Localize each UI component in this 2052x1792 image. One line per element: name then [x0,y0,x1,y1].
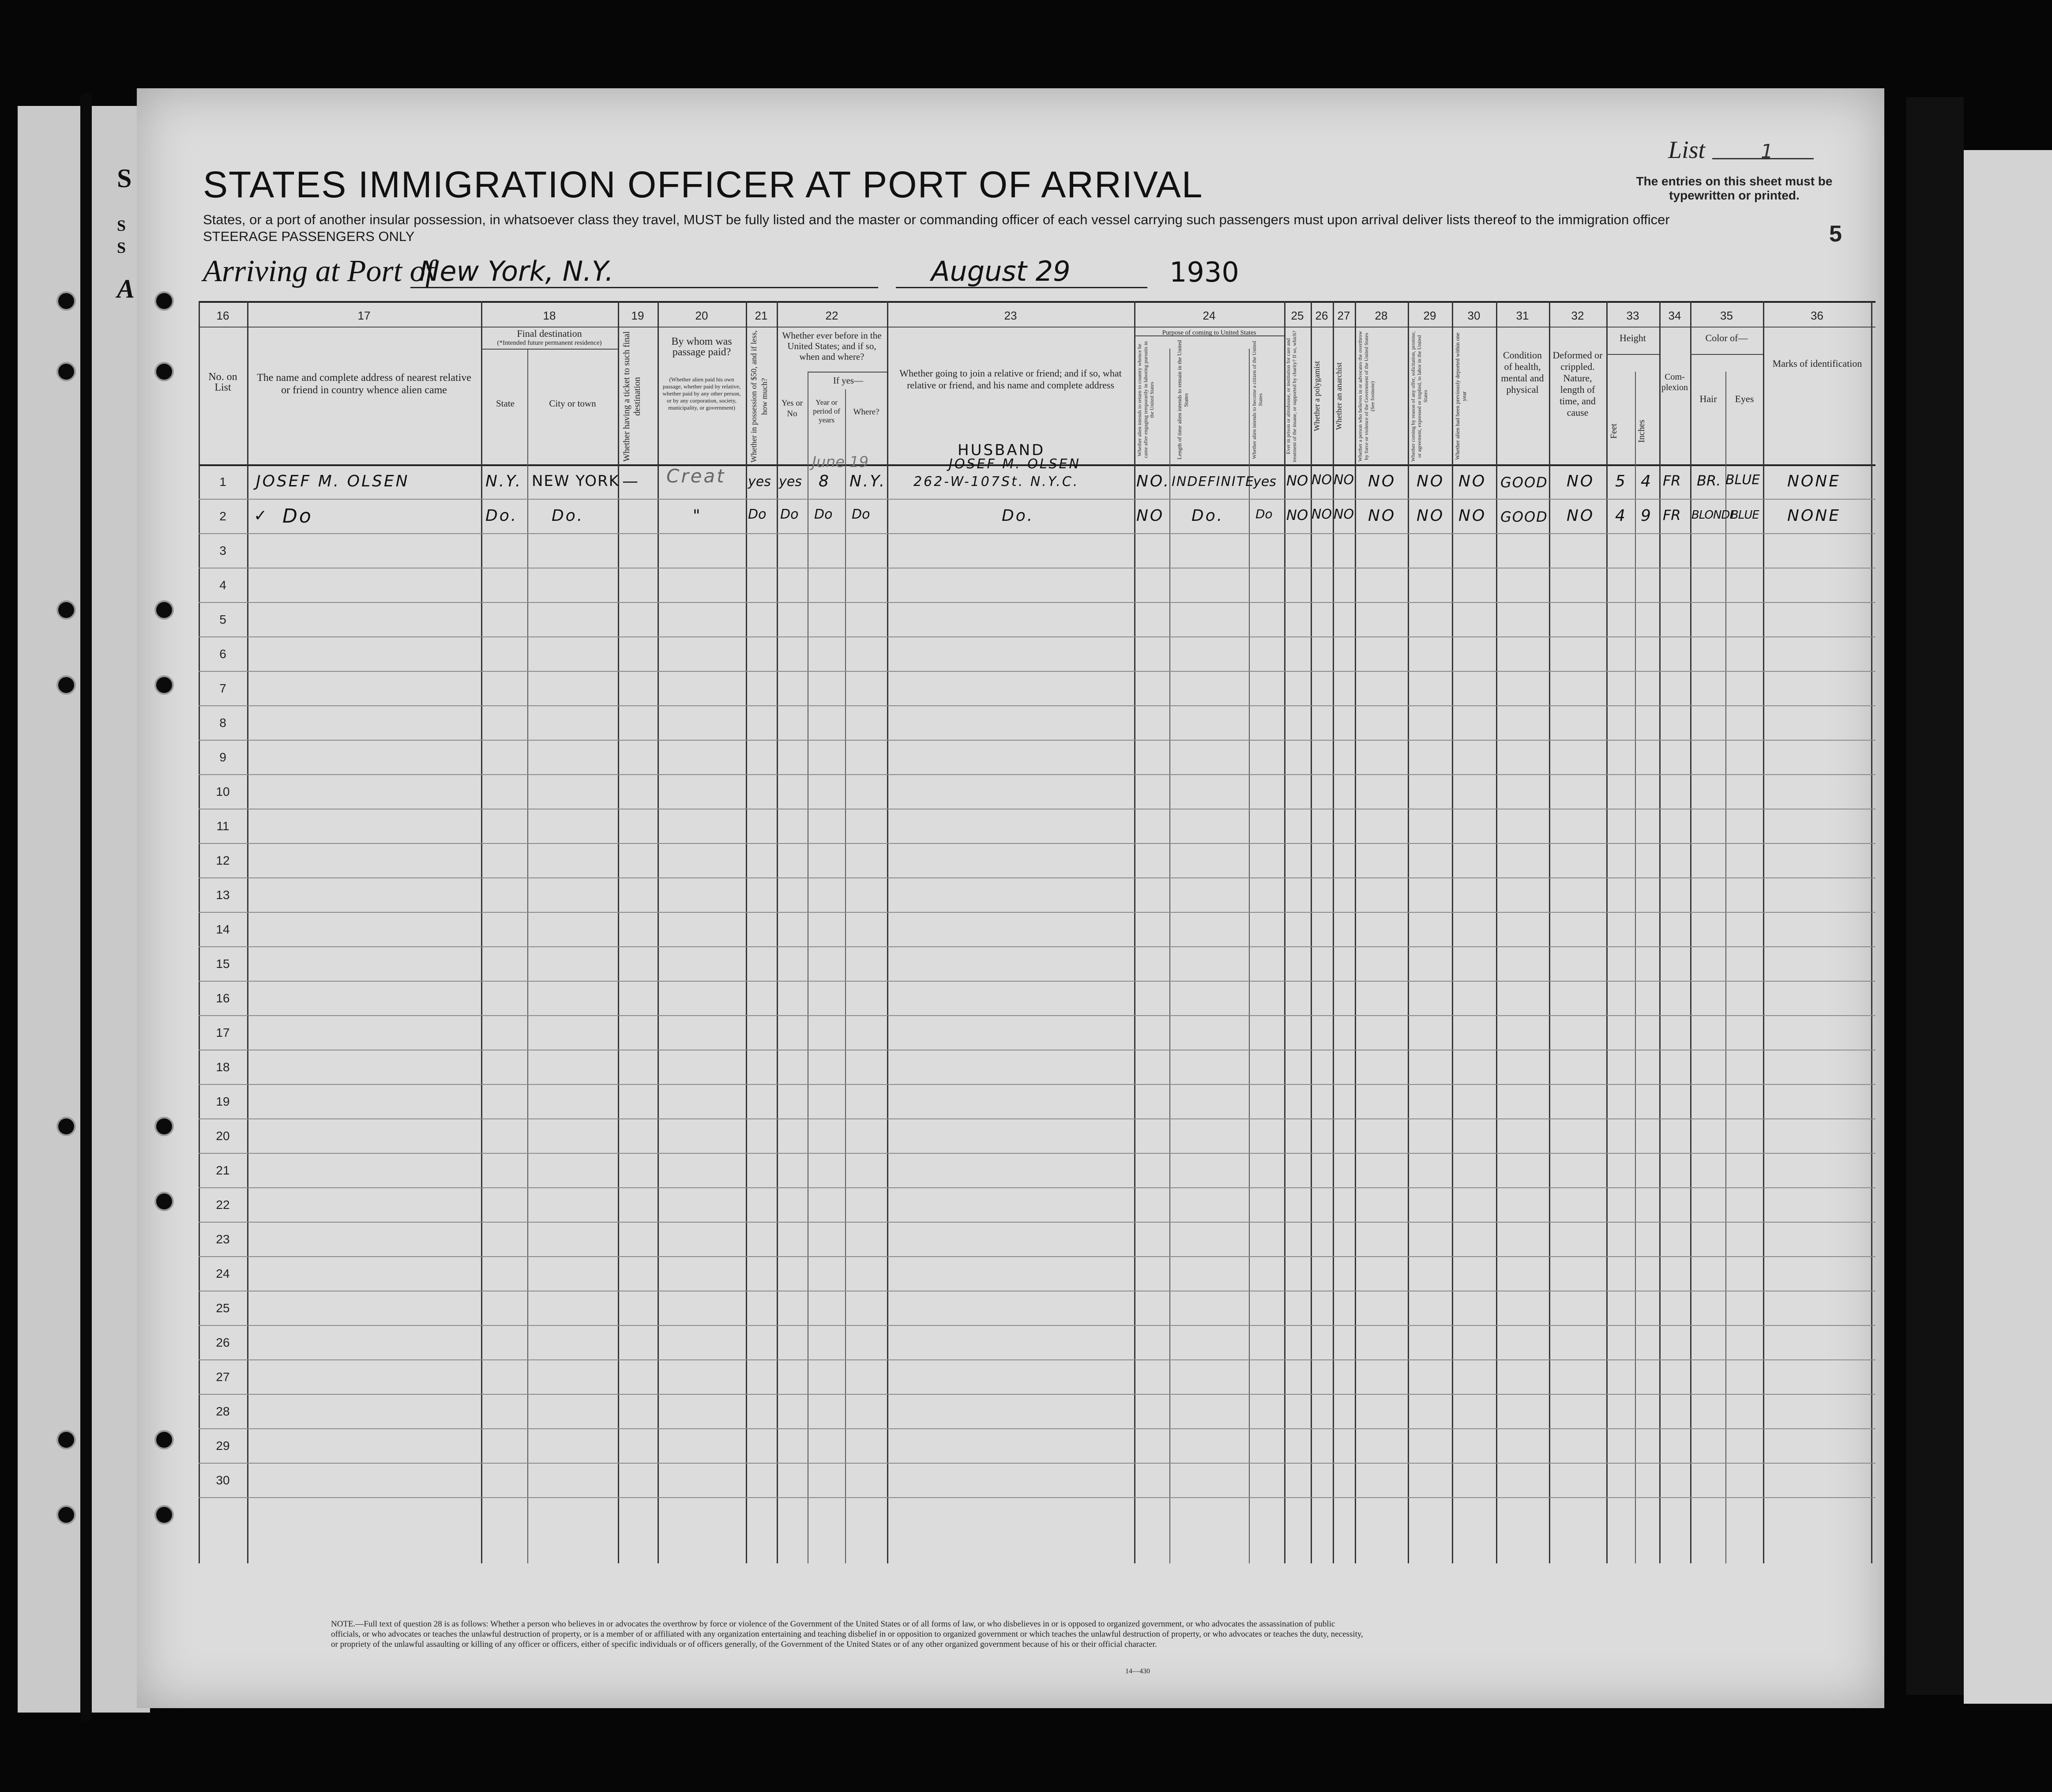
row1-marks: NONE [1787,472,1841,490]
row2-marks: NONE [1787,507,1841,525]
row2-prison: NO [1286,507,1308,523]
hdr-labor-offer: Whether coming by reason of any offer, solicitation, promise, or agreement, expressed or implied, to labor in the United States [1410,331,1428,462]
hdr-health: Condition of health, mental and physical [1501,350,1544,395]
punch-hole [56,1430,76,1449]
row-number: 7 [219,681,226,695]
row2-anarchist: NO [1334,507,1354,522]
col-line [1871,301,1872,1563]
hdr-nearest-relative: The name and complete address of nearest relative or friend in country whence alien came [257,372,471,396]
row2-eyes: BLUE [1731,508,1759,522]
row2-state: Do. [485,507,518,525]
punch-hole [56,600,76,620]
row-line [199,774,1875,775]
margin-letter: S [117,164,132,193]
col-line [1606,301,1608,1563]
row-line [199,1153,1875,1154]
instruction-text: States, or a port of another insular possession, in whatsoever class they travel, MUST be fully listed and the master or commanding officer of each vessel carrying such passengers must upon arrival deliver lists thereof to the immigration officer [203,212,1670,227]
adjacent-page-strip [1964,150,2052,1704]
col-number: 18 [543,309,556,322]
manifest-table [199,301,1875,1563]
row-number: 26 [216,1336,230,1349]
row-number: 14 [216,922,230,936]
col-number: 19 [631,309,644,322]
col-line [1249,349,1250,1563]
row1-deported: NO [1458,472,1487,490]
col-number: 33 [1626,309,1639,322]
row2-hair: BLONDE [1691,508,1736,522]
row-line [199,1256,1875,1257]
row1-years: 8 [819,472,831,490]
col-line [1635,372,1636,1563]
row2-labor: NO [1417,507,1445,525]
row-number: 3 [219,544,226,557]
row-number: 12 [216,854,230,867]
row2-overthrow: NO [1368,507,1396,525]
row-number: 5 [219,613,226,626]
row1-where: N.Y. [849,472,887,490]
row2-polygamist: NO [1312,507,1332,522]
hdr-prison: Ever in prison or almshouse, or institution for care and treatment of the insane, or supported by charity? If so, which? [1285,331,1297,462]
binding-spine [80,93,92,1721]
row-line [199,705,1875,706]
row-number: 20 [216,1129,230,1143]
col-number: 17 [357,309,371,322]
hdr-complexion: Com-plexion [1661,372,1688,392]
row1-length: INDEFINITE [1172,474,1255,489]
col-number: 26 [1315,309,1328,322]
page-title: STATES IMMIGRATION OFFICER AT PORT OF ARRIVAL [203,164,1203,205]
sheet-number: 5 [1829,221,1842,247]
hdr-final-destination-note: (*Intended future permanent residence) [497,339,602,346]
row1-join-relation: HUSBAND [958,441,1045,459]
date-value: August 29 [931,255,1071,287]
col-line [527,349,528,1563]
col-line [1134,301,1135,1563]
row1-inches: 4 [1641,472,1653,490]
punch-hole [154,291,174,311]
hdr-marks: Marks of identification [1772,358,1862,369]
row-line [199,499,1875,500]
hdr-anarchist: Whether an anarchist [1334,362,1343,430]
hdr-no-on-list: No. on List [208,371,237,393]
year-value: 1930 [1169,256,1239,288]
hdr-where: Where? [853,407,879,417]
subhdr-line [808,372,887,373]
col-number: 35 [1720,309,1733,322]
subhdr-line [1606,354,1659,355]
col-line [777,301,778,1563]
punch-hole [56,362,76,381]
row-number: 18 [216,1060,230,1074]
binding-shadow [1906,97,1964,1695]
row1-citizen: yes [1253,474,1276,489]
row2-years: Do [814,507,833,522]
col-line [1452,301,1453,1563]
row-number: 29 [216,1439,230,1453]
row-line [199,1463,1875,1464]
row1-state: N.Y. [485,472,522,490]
row-line [199,533,1875,534]
hdr-inches: Inches [1637,419,1646,443]
table-top-border [199,301,1875,303]
row1-ticket: — [622,472,640,490]
col-number: 29 [1423,309,1436,322]
col-number: 24 [1203,309,1216,322]
row2-paid-by: " [693,507,702,525]
row-line [199,877,1875,878]
margin-letter: S [117,239,126,256]
row1-labor: NO [1417,472,1445,490]
col-line [1169,349,1170,1563]
row-line [199,740,1875,741]
punch-hole [154,1430,174,1449]
col-line [1659,301,1661,1563]
hdr-passage-paid-note: (Whether alien paid his own passage, whether paid by relative, whether paid by any other person, or by any corporation, society, municipality, or government) [662,376,741,411]
row2-complexion: FR [1663,507,1681,523]
row-line [199,1084,1875,1085]
port-value: New York, N.Y. [419,255,614,287]
col-line [1690,301,1691,1563]
col-number: 16 [216,309,229,322]
hdr-yes-no: Yes or No [781,399,803,418]
hdr-final-destination: Final destination [517,328,582,339]
row-number: 27 [216,1370,230,1384]
hdr-if-yes: If yes— [833,375,864,386]
col-line [1284,301,1285,1563]
row-number: 21 [216,1163,230,1177]
row1-health: GOOD [1500,474,1548,491]
row2-city: Do. [552,507,584,525]
row1-complexion: FR [1663,472,1681,489]
row1-relative: JOSEF M. OLSEN [256,472,410,490]
row-line [199,602,1875,603]
list-label: List [1668,136,1706,164]
col-line [1763,301,1764,1563]
row1-before: yes [779,474,802,489]
hdr-passage-paid: By whom was passage paid? [671,336,732,358]
col-number: 20 [695,309,708,322]
col-line [746,301,747,1563]
row-line [199,1359,1875,1360]
row-number: 15 [216,957,230,971]
row-number: 9 [219,750,226,764]
row2-money: Do [748,507,767,522]
hdr-deformed: Deformed or crippled. Nature, length of time, and cause [1552,350,1603,418]
row1-years-annotation: June 19 [812,453,869,471]
col-line [1408,301,1409,1563]
row1-eyes: BLUE [1725,472,1760,488]
punch-hole [56,291,76,311]
col-line [618,301,619,1563]
col-number: 27 [1337,309,1350,322]
hdr-feet: Feet [1609,423,1619,439]
col-line [1355,301,1356,1563]
col-number: 30 [1467,309,1481,322]
row2-length: Do. [1191,507,1224,525]
col-line [1549,301,1550,1563]
col-line [887,301,888,1563]
row-number: 22 [216,1198,230,1212]
colnum-divider [199,327,1875,328]
punch-hole [56,1505,76,1525]
row1-money: yes [748,474,771,489]
row-number: 10 [216,785,230,798]
row-line [199,912,1875,913]
arriving-label: Arriving at Port of [203,254,434,288]
row2-feet: 4 [1615,507,1627,525]
row-number: 28 [216,1404,230,1418]
col-line [658,301,659,1563]
row1-deformed: NO [1567,472,1595,490]
col-number: 25 [1291,309,1304,322]
row1-join-name: JOSEF M. OLSEN [949,456,1081,472]
row-line [199,636,1875,637]
col-number: 21 [755,309,768,322]
hdr-hair: Hair [1699,393,1717,404]
row-line [199,1428,1875,1429]
hdr-purpose-citizen: Whether alien intends to become a citizen of the United States [1251,341,1263,459]
row-line [199,1394,1875,1395]
punch-hole [154,600,174,620]
hdr-ever-before: Whether ever before in the United States; and if so, when and where? [782,330,882,362]
row-number: 11 [216,819,229,833]
row1-return: NO. [1136,472,1171,490]
list-number: 1 [1761,140,1773,163]
row-line [199,843,1875,844]
col-number: 28 [1375,309,1388,322]
punch-hole [56,675,76,695]
col-line [1311,301,1312,1563]
row1-polygamist: NO [1312,472,1332,488]
footnote: NOTE.—Full text of question 28 is as follows: Whether a person who believes in or advocates the overthrow by force or violence of the Government of the United States or of all forms of law, or who disbelieves in or is opposed to organized government, or who advocates the assassination of public officials, or who advocates or teaches the unlawful destruction of property, or is a member of or affiliated with any organization entertaining and teaching disbelief in or opposition to organized government or which teaches the unlawful destruction of property, or who advocates or teaches the duty, necessity, or propriety of the unlawful assaulting or killing of any officer or officers, either of specific individuals or of officers generally, of the Government of the United States or of any other organized government because of his or their official character. [331,1619,1363,1649]
row-line [199,1497,1875,1498]
punch-hole [56,1117,76,1136]
hdr-ticket: Whether having a ticket to such final destination [622,331,642,462]
hdr-fifty-dollars: Whether in possession of $50, and if less, how much? [749,330,769,463]
row1-overthrow: NO [1368,472,1396,490]
hdr-color-of: Color of— [1705,332,1748,343]
row-number: 2 [219,509,226,523]
hdr-purpose-return: Whether alien intends to return to country whence he came after engaging temporarily in laboring pursuits in the United States [1136,341,1155,459]
row1-paid-by: Creat [666,465,726,487]
steerage-text: STEERAGE PASSENGERS ONLY [203,229,415,244]
col-number: 22 [825,309,838,322]
col-line [1333,301,1334,1563]
margin-letter: S [117,217,126,234]
hdr-polygamist: Whether a polygamist [1312,361,1321,432]
margin-letter: A [117,274,135,303]
row-line [199,1325,1875,1326]
row1-city: NEW YORK [532,472,620,490]
row-line [199,1015,1875,1016]
row2-deported: NO [1458,507,1487,525]
punch-hole [154,1117,174,1136]
row-line [199,671,1875,672]
row-number: 6 [219,647,226,661]
row-number: 23 [216,1232,230,1246]
hdr-state: State [496,398,515,409]
row2-deformed: NO [1567,507,1595,525]
row2-join-name: Do. [1002,507,1034,525]
subhdr-line [1690,354,1763,355]
row1-anarchist: NO [1334,472,1354,488]
col-line [481,301,482,1563]
col-number: 32 [1571,309,1584,322]
row1-hair: BR. [1697,472,1721,489]
row-number: 1 [219,475,226,489]
col-line [845,389,846,1563]
punch-hole [154,362,174,381]
row-number: 24 [216,1267,230,1280]
row2-health: GOOD [1500,508,1548,525]
row-number: 19 [216,1095,230,1108]
row1-prison: NO [1286,472,1308,489]
row-line [199,1222,1875,1223]
row2-citizen: Do [1255,507,1273,521]
row-number: 8 [219,716,226,730]
row-number: 13 [216,888,230,902]
hdr-overthrow: Whether a person who believes in or advocates the overthrow by force or violence of the Government of the United States (See footnote) [1357,331,1376,462]
form-code: 14—430 [1125,1668,1150,1675]
hdr-height: Height [1620,332,1646,343]
row2-relative: Do [282,505,313,527]
row2-where: Do [852,507,870,522]
row2-tick: ✓ [254,507,269,525]
col-number: 36 [1811,309,1823,322]
hdr-purpose: Purpose of coming to United States [1162,329,1256,336]
row-line [199,1187,1875,1188]
row2-return: NO [1136,507,1165,525]
row-line [199,1118,1875,1119]
hdr-join-relative: Whether going to join a relative or friend; and if so, what relative or friend, and his name and complete address [899,368,1122,391]
row-number: 30 [216,1473,230,1487]
hdr-eyes: Eyes [1735,393,1754,404]
punch-hole [154,675,174,695]
row-number: 4 [219,578,226,592]
punch-hole [154,1505,174,1525]
row2-before: Do [780,507,799,522]
punch-hole [154,1192,174,1211]
hdr-city: City or town [549,398,596,409]
row-number: 17 [216,1026,230,1039]
row1-feet: 5 [1615,472,1627,490]
row1-join-address: 262-W-107St. N.Y.C. [913,474,1079,489]
col-number: 31 [1516,309,1529,322]
hdr-years: Year or period of years [813,398,840,424]
col-line [1725,372,1726,1563]
col-line [1496,301,1497,1563]
hdr-deported: Whether alien had been previously deported within one year [1454,332,1467,460]
row-number: 25 [216,1301,230,1315]
row2-inches: 9 [1641,507,1653,525]
col-line [247,301,248,1563]
hdr-purpose-length: Length of time alien intends to remain in the United States [1176,340,1189,460]
col-number: 34 [1668,309,1681,322]
row-number: 16 [216,991,230,1005]
manifest-sheet [137,88,1884,1708]
col-number: 23 [1004,309,1017,322]
subhdr-line [481,349,618,350]
row-line [199,981,1875,982]
row-line [199,946,1875,947]
entries-note: The entries on this sheet must be typewritten or printed. [1636,174,1833,202]
